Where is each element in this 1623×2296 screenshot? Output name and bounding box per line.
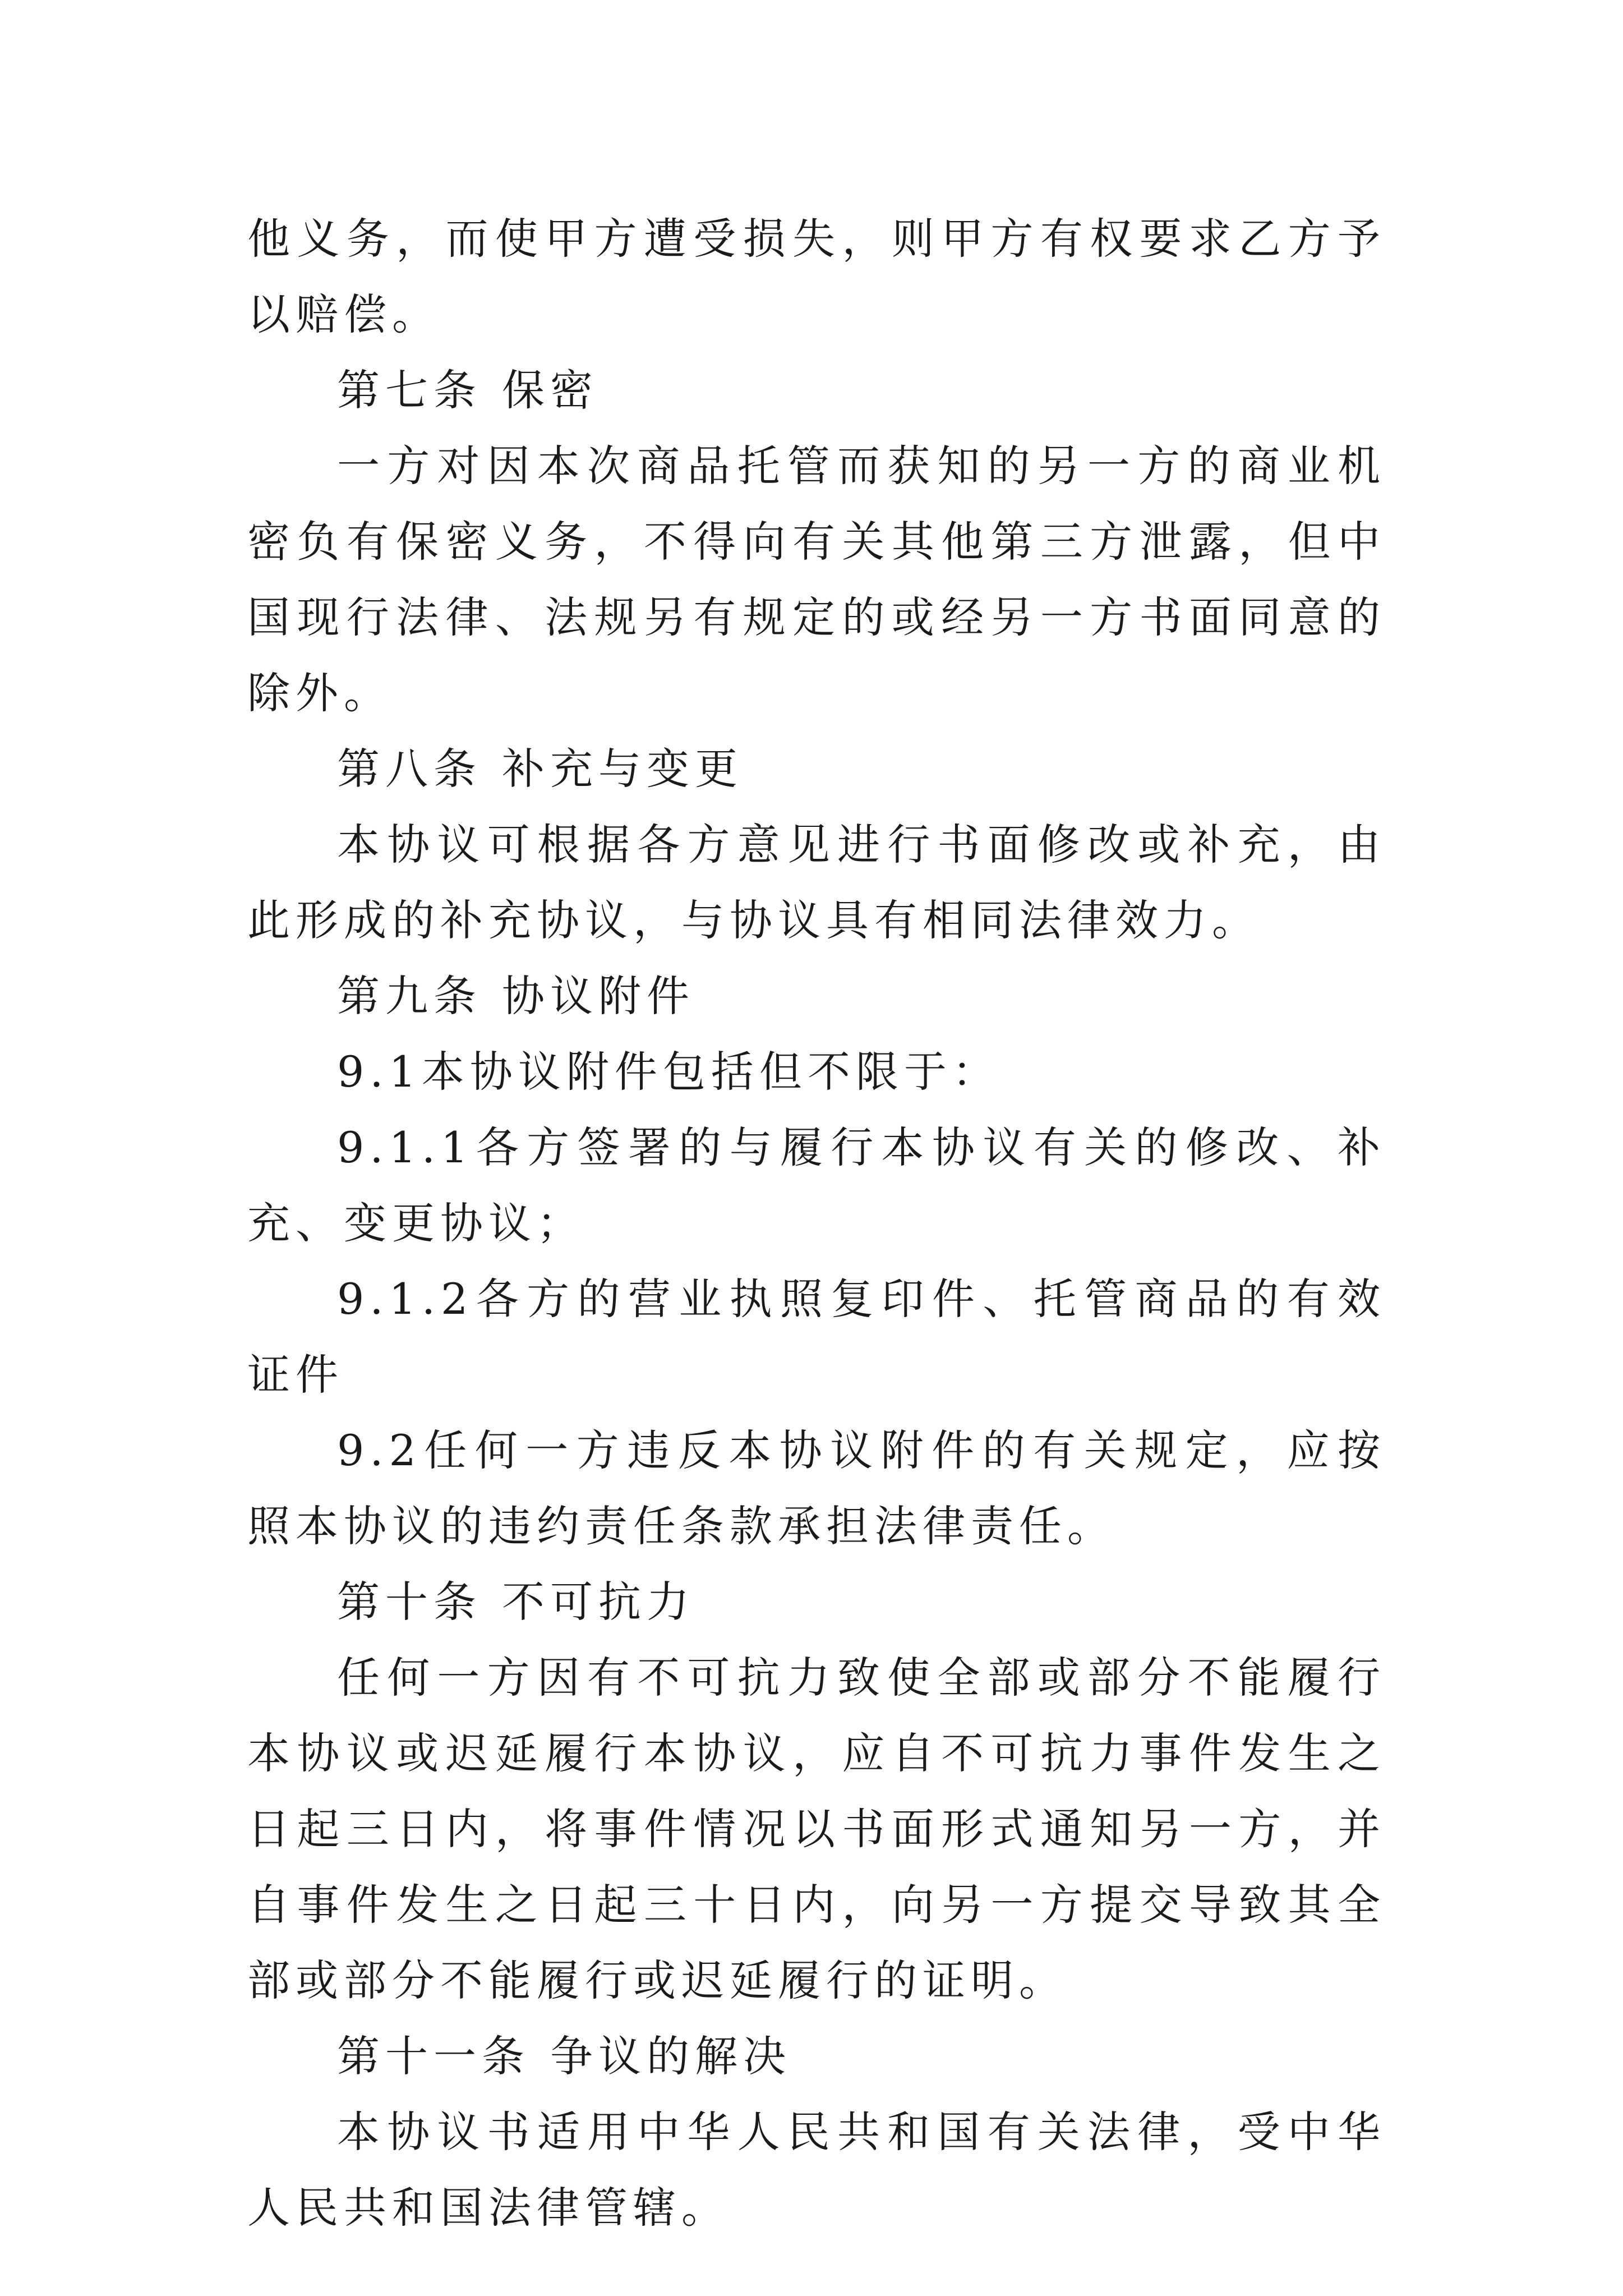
article-7-body: 一方对因本次商品托管而获知的另一方的商业机密负有保密义务，不得向有关其他第三方泄露，但中国现行法律、法规另有规定的或经另一方书面同意的除外。 bbox=[247, 441, 1386, 718]
article-title: 不可抗力 bbox=[502, 1577, 695, 1627]
article-8-heading bbox=[247, 731, 1386, 807]
article-8-body: 本协议可根据各方意见进行书面修改或补充，由此形成的补充协议，与协议具有相同法律效力。 bbox=[247, 820, 1386, 945]
article-number: 第七条 bbox=[337, 365, 482, 415]
article-7-heading bbox=[247, 352, 1386, 428]
clause-9-1-2: 9.1.2各方的营业执照复印件、托管商品的有效证件 bbox=[247, 1274, 1386, 1400]
paragraph-continuation: 他义务，而使甲方遭受损失，则甲方有权要求乙方予以赔偿。 bbox=[247, 214, 1386, 339]
article-10-heading bbox=[247, 1564, 1386, 1640]
article-number: 第十条 bbox=[337, 1577, 482, 1627]
article-11-heading bbox=[247, 2018, 1386, 2094]
article-number: 第八条 bbox=[337, 744, 482, 794]
article-title: 争议的解决 bbox=[550, 2031, 791, 2081]
article-10-body: 任何一方因有不可抗力致使全部或部分不能履行本协议或迟延履行本协议，应自不可抗力事件发生之日起三日内，将事件情况以书面形式通知另一方，并自事件发生之日起三十日内，向另一方提交导致其全部或部分不能履行或迟延履行的证明。 bbox=[247, 1653, 1386, 2005]
article-number: 第九条 bbox=[337, 971, 482, 1021]
article-9-heading bbox=[247, 958, 1386, 1034]
article-title: 协议附件 bbox=[502, 971, 695, 1021]
clause-9-1-1: 9.1.1各方签署的与履行本协议有关的修改、补充、变更协议； bbox=[247, 1122, 1386, 1248]
document-body bbox=[247, 201, 1386, 2246]
article-number: 第十一条 bbox=[337, 2031, 530, 2081]
article-11-body: 本协议书适用中华人民共和国有关法律，受中华人民共和国法律管辖。 bbox=[247, 2107, 1386, 2233]
clause-9-1: 9.1本协议附件包括但不限于： bbox=[337, 1047, 1000, 1097]
article-title: 补充与变更 bbox=[502, 744, 743, 794]
clause-9-2: 9.2任何一方违反本协议附件的有关规定，应按照本协议的违约责任条款承担法律责任。 bbox=[247, 1425, 1386, 1551]
article-title: 保密 bbox=[502, 365, 598, 415]
